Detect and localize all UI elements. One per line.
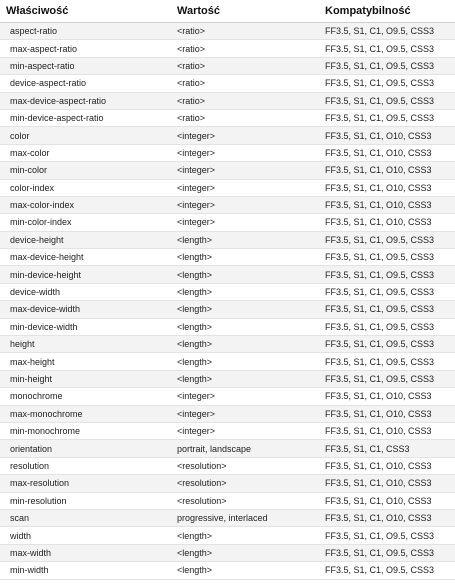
- cell-value: <ratio>: [171, 57, 319, 74]
- cell-value: <ratio>: [171, 92, 319, 109]
- cell-compatibility: FF3.5, S1, C1, O10, CSS3: [319, 492, 455, 509]
- cell-property: device-width: [0, 283, 171, 300]
- cell-property: min-device-height: [0, 266, 171, 283]
- table-row: [0, 162, 455, 179]
- cell-compatibility: FF3.5, S1, C1, O9.5, CSS3: [319, 92, 455, 109]
- cell-value: <length>: [171, 527, 319, 544]
- cell-compatibility: FF3.5, S1, C1, O9.5, CSS3: [319, 231, 455, 248]
- table-row: [0, 214, 455, 231]
- cell-property: max-aspect-ratio: [0, 40, 171, 57]
- cell-property: min-device-aspect-ratio: [0, 109, 171, 126]
- cell-compatibility: FF3.5, S1, C1, O9.5, CSS3: [319, 266, 455, 283]
- cell-value: <length>: [171, 301, 319, 318]
- table-row: [0, 509, 455, 526]
- cell-value: <length>: [171, 318, 319, 335]
- table-header: [0, 0, 455, 23]
- table-row: [0, 179, 455, 196]
- cell-property: max-device-height: [0, 249, 171, 266]
- cell-compatibility: FF3.5, S1, C1, O10, CSS3: [319, 127, 455, 144]
- cell-value: progressive, interlaced: [171, 509, 319, 526]
- cell-compatibility: FF3.5, S1, C1, O9.5, CSS3: [319, 336, 455, 353]
- cell-compatibility: FF3.5, S1, C1, O10, CSS3: [319, 214, 455, 231]
- cell-compatibility: FF3.5, S1, C1, O9.5, CSS3: [319, 318, 455, 335]
- table-row: [0, 127, 455, 144]
- table-row: [0, 249, 455, 266]
- table-row: [0, 336, 455, 353]
- cell-property: device-aspect-ratio: [0, 75, 171, 92]
- cell-value: portrait, landscape: [171, 440, 319, 457]
- cell-property: max-height: [0, 353, 171, 370]
- cell-property: min-monochrome: [0, 422, 171, 439]
- table-row: [0, 23, 455, 40]
- cell-compatibility: FF3.5, S1, C1, O9.5, CSS3: [319, 40, 455, 57]
- cell-property: max-device-width: [0, 301, 171, 318]
- cell-value: <length>: [171, 370, 319, 387]
- cell-compatibility: FF3.5, S1, C1, O9.5, CSS3: [319, 370, 455, 387]
- cell-property: scan: [0, 509, 171, 526]
- cell-value: <length>: [171, 249, 319, 266]
- cell-value: <resolution>: [171, 457, 319, 474]
- cell-property: max-color: [0, 144, 171, 161]
- cell-property: height: [0, 336, 171, 353]
- table-row: [0, 422, 455, 439]
- cell-compatibility: FF3.5, S1, C1, O10, CSS3: [319, 457, 455, 474]
- cell-property: min-aspect-ratio: [0, 57, 171, 74]
- table-row: [0, 92, 455, 109]
- cell-compatibility: FF3.5, S1, C1, O9.5, CSS3: [319, 109, 455, 126]
- cell-property: min-color: [0, 162, 171, 179]
- cell-value: <length>: [171, 266, 319, 283]
- table-row: [0, 527, 455, 544]
- cell-compatibility: FF3.5, S1, C1, O9.5, CSS3: [319, 57, 455, 74]
- cell-value: <integer>: [171, 127, 319, 144]
- cell-value: <length>: [171, 231, 319, 248]
- cell-value: <integer>: [171, 196, 319, 213]
- cell-compatibility: FF3.5, S1, C1, O9.5, CSS3: [319, 544, 455, 561]
- cell-property: min-resolution: [0, 492, 171, 509]
- cell-compatibility: FF3.5, S1, C1, O9.5, CSS3: [319, 301, 455, 318]
- cell-property: monochrome: [0, 388, 171, 405]
- table-row: [0, 196, 455, 213]
- cell-value: <resolution>: [171, 492, 319, 509]
- table-row: [0, 109, 455, 126]
- table-row: [0, 301, 455, 318]
- cell-value: <resolution>: [171, 475, 319, 492]
- cell-compatibility: FF3.5, S1, C1, O9.5, CSS3: [319, 353, 455, 370]
- table-row: [0, 562, 455, 579]
- cell-property: device-height: [0, 231, 171, 248]
- cell-compatibility: FF3.5, S1, C1, O10, CSS3: [319, 388, 455, 405]
- header-row: [0, 0, 455, 23]
- cell-compatibility: FF3.5, S1, C1, O10, CSS3: [319, 405, 455, 422]
- cell-property: max-device-aspect-ratio: [0, 92, 171, 109]
- cell-compatibility: FF3.5, S1, C1, CSS3: [319, 440, 455, 457]
- table-row: [0, 40, 455, 57]
- table-row: [0, 475, 455, 492]
- cell-value: <length>: [171, 562, 319, 579]
- table-row: [0, 318, 455, 335]
- cell-property: width: [0, 527, 171, 544]
- cell-property: color-index: [0, 179, 171, 196]
- cell-property: resolution: [0, 457, 171, 474]
- table-row: [0, 283, 455, 300]
- cell-value: <ratio>: [171, 75, 319, 92]
- table-row: [0, 388, 455, 405]
- cell-property: max-resolution: [0, 475, 171, 492]
- cell-value: <ratio>: [171, 109, 319, 126]
- cell-value: <integer>: [171, 179, 319, 196]
- cell-property: aspect-ratio: [0, 23, 171, 40]
- cell-property: max-width: [0, 544, 171, 561]
- table-row: [0, 231, 455, 248]
- cell-property: min-height: [0, 370, 171, 387]
- table-row: [0, 144, 455, 161]
- cell-property: color: [0, 127, 171, 144]
- cell-compatibility: FF3.5, S1, C1, O10, CSS3: [319, 144, 455, 161]
- cell-compatibility: FF3.5, S1, C1, O10, CSS3: [319, 179, 455, 196]
- cell-value: <integer>: [171, 162, 319, 179]
- cell-value: <ratio>: [171, 40, 319, 57]
- table-row: [0, 544, 455, 561]
- cell-compatibility: FF3.5, S1, C1, O9.5, CSS3: [319, 75, 455, 92]
- cell-property: min-color-index: [0, 214, 171, 231]
- table-row: [0, 440, 455, 457]
- cell-property: max-color-index: [0, 196, 171, 213]
- cell-compatibility: FF3.5, S1, C1, O10, CSS3: [319, 162, 455, 179]
- cell-value: <integer>: [171, 214, 319, 231]
- cell-property: max-monochrome: [0, 405, 171, 422]
- cell-value: <length>: [171, 544, 319, 561]
- cell-value: <ratio>: [171, 23, 319, 40]
- cell-compatibility: FF3.5, S1, C1, O9.5, CSS3: [319, 562, 455, 579]
- cell-value: <integer>: [171, 388, 319, 405]
- table-row: [0, 457, 455, 474]
- table-row: [0, 75, 455, 92]
- header-compatibility: Kompatybilność: [319, 0, 455, 23]
- header-value: Wartość: [171, 0, 319, 23]
- cell-value: <length>: [171, 283, 319, 300]
- cell-value: <integer>: [171, 422, 319, 439]
- table-row: [0, 57, 455, 74]
- cell-compatibility: FF3.5, S1, C1, O9.5, CSS3: [319, 249, 455, 266]
- cell-property: min-device-width: [0, 318, 171, 335]
- cell-value: <integer>: [171, 144, 319, 161]
- cell-compatibility: FF3.5, S1, C1, O10, CSS3: [319, 475, 455, 492]
- cell-compatibility: FF3.5, S1, C1, O10, CSS3: [319, 422, 455, 439]
- cell-compatibility: FF3.5, S1, C1, O9.5, CSS3: [319, 283, 455, 300]
- cell-value: <length>: [171, 336, 319, 353]
- header-property: Właściwość: [0, 0, 171, 23]
- cell-property: orientation: [0, 440, 171, 457]
- cell-value: <integer>: [171, 405, 319, 422]
- cell-compatibility: FF3.5, S1, C1, O10, CSS3: [319, 509, 455, 526]
- table-row: [0, 492, 455, 509]
- table-row: [0, 353, 455, 370]
- table-body: [0, 23, 455, 580]
- table-row: [0, 266, 455, 283]
- table-row: [0, 370, 455, 387]
- cell-compatibility: FF3.5, S1, C1, O10, CSS3: [319, 196, 455, 213]
- cell-property: min-width: [0, 562, 171, 579]
- cell-compatibility: FF3.5, S1, C1, O9.5, CSS3: [319, 527, 455, 544]
- cell-compatibility: FF3.5, S1, C1, O9.5, CSS3: [319, 23, 455, 40]
- table-row: [0, 405, 455, 422]
- cell-value: <length>: [171, 353, 319, 370]
